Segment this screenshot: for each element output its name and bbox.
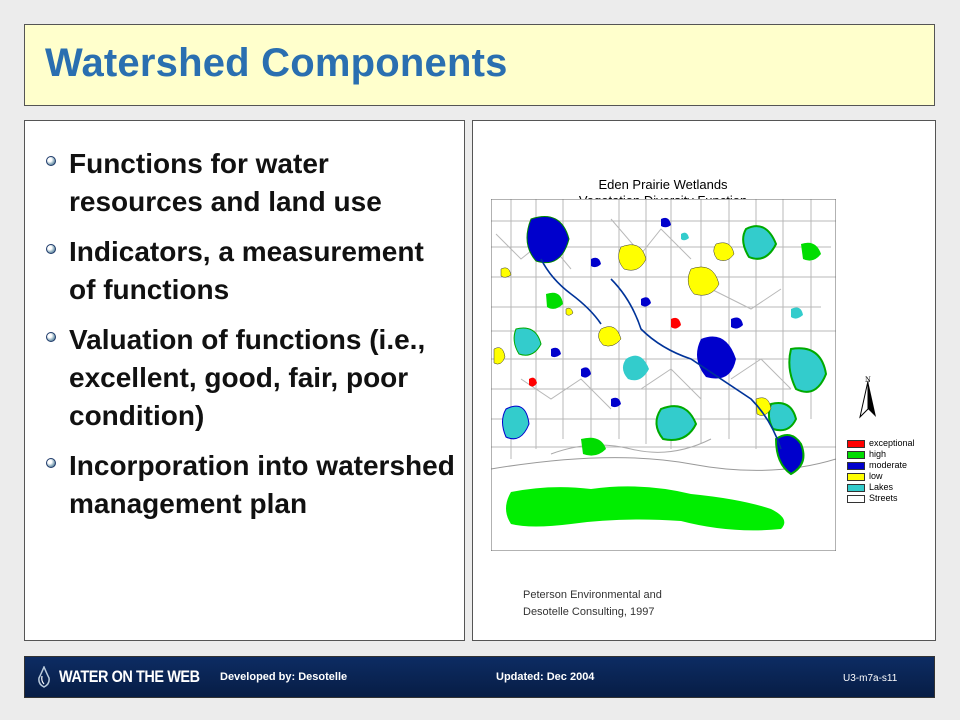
legend-item — [847, 493, 915, 504]
water-drop-icon — [37, 666, 51, 688]
legend-label: exceptional — [869, 438, 915, 448]
legend-item — [847, 471, 915, 482]
legend-swatch-lakes — [847, 484, 865, 492]
footer-bar — [24, 656, 935, 698]
wetlands-map — [491, 199, 836, 551]
legend-label: Streets — [869, 493, 898, 503]
bullet-icon — [46, 332, 56, 342]
legend-swatch-low — [847, 473, 865, 481]
bullet-text: Functions for water resources and land use — [69, 148, 382, 217]
legend-item — [847, 449, 915, 460]
map-credit — [523, 587, 662, 621]
map-legend — [847, 438, 915, 504]
bullet-text: Valuation of functions (i.e., excellent, good, fair, poor condition) — [69, 324, 426, 431]
legend-swatch-exceptional — [847, 440, 865, 448]
updated-date: Updated: Dec 2004 — [496, 671, 595, 683]
bullet-item — [45, 145, 455, 221]
credit-line2: Desotelle Consulting, 1997 — [523, 606, 655, 618]
bullet-icon — [46, 458, 56, 468]
legend-swatch-streets — [847, 495, 865, 503]
legend-swatch-high — [847, 451, 865, 459]
map-title-line1: Eden Prairie Wetlands — [598, 177, 728, 192]
water-on-the-web-logo[interactable] — [37, 666, 224, 688]
legend-label: low — [869, 471, 883, 481]
bullet-text: Indicators, a measurement of functions — [69, 236, 424, 305]
bullet-text: Incorporation into watershed management plan — [69, 450, 455, 519]
developed-by: Developed by: Desotelle — [220, 671, 348, 683]
north-label: N — [865, 375, 871, 384]
legend-item — [847, 482, 915, 493]
credit-line1: Peterson Environmental and — [523, 589, 662, 601]
bullet-panel — [24, 120, 465, 641]
legend-swatch-moderate — [847, 462, 865, 470]
bullet-icon — [46, 244, 56, 254]
legend-item — [847, 460, 915, 471]
slide-code: U3-m7a-s11 — [843, 673, 898, 684]
bullet-item — [45, 321, 455, 435]
title-banner — [24, 24, 935, 106]
bullet-item — [45, 233, 455, 309]
legend-label: high — [869, 449, 887, 459]
slide-title: Watershed Components — [45, 41, 508, 85]
bullet-icon — [46, 156, 56, 166]
logo-text: WATER ON THE WEB — [59, 667, 200, 686]
legend-label: moderate — [869, 460, 908, 470]
map-panel — [472, 120, 936, 641]
legend-label: Lakes — [869, 482, 894, 492]
bullet-item — [45, 447, 455, 523]
bullet-list — [45, 145, 455, 535]
legend-item — [847, 438, 915, 449]
